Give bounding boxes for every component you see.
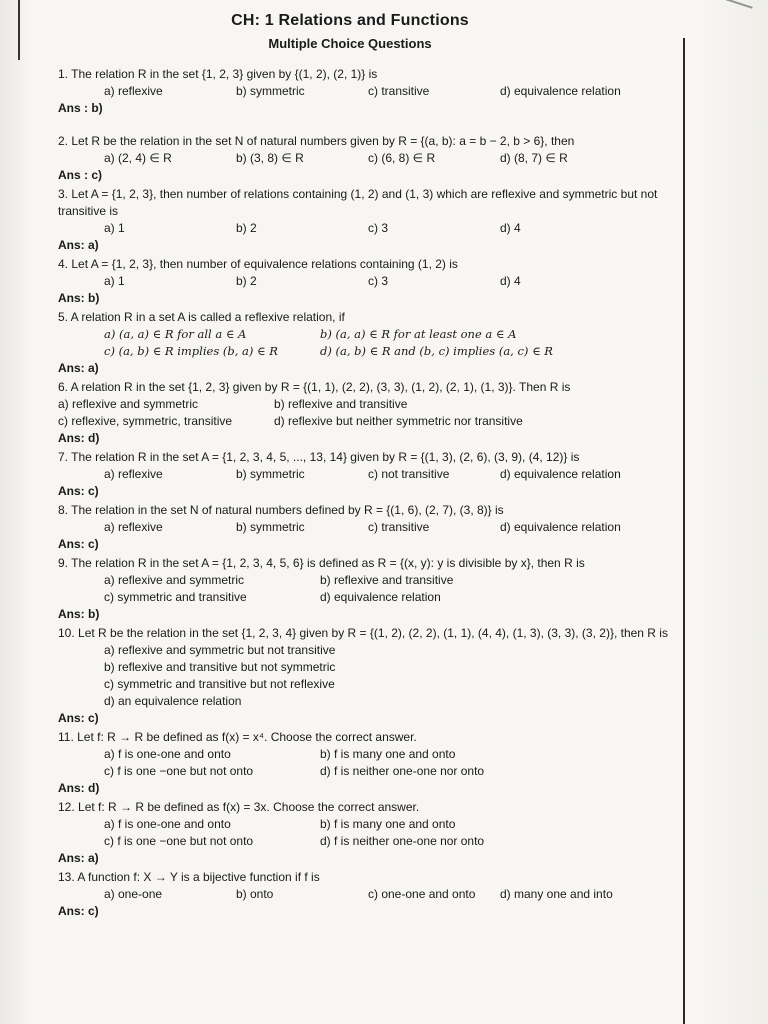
question-text: 6. A relation R in the set {1, 2, 3} given by R = {(1, 1), (2, 2), (3, 3), (1, 2), (2, 1), (1, 3)}. Then R is xyxy=(58,380,571,394)
question-6 xyxy=(58,379,668,447)
question-text: 4. Let A = {1, 2, 3}, then number of equivalence relations containing (1, 2) is xyxy=(58,257,458,271)
option-d: d) f is neither one-one nor onto xyxy=(320,764,485,778)
question-2 xyxy=(58,133,668,184)
question-11 xyxy=(58,729,668,797)
option-list xyxy=(58,396,668,430)
answer: Ans: c) xyxy=(58,711,99,725)
option-d: d) f is neither one-one nor onto xyxy=(320,834,485,848)
page-subtitle: Multiple Choice Questions xyxy=(268,36,432,51)
answer: Ans: a) xyxy=(58,851,99,865)
question-text: 10. Let R be the relation in the set {1, 2, 3, 4} given by R = {(1, 2), (2, 2), (1, 1), (4, 4), (1, 3), (3, 3), (3, 2)}, then R is xyxy=(58,626,668,640)
option-a: a) reflexive and symmetric xyxy=(58,397,199,411)
option-d: d) an equivalence relation xyxy=(104,694,242,708)
page-header xyxy=(0,12,700,51)
answer: Ans : b) xyxy=(58,101,103,115)
question-text: 11. Let f: R → R be defined as f(x) = x⁴. Choose the correct answer. xyxy=(58,730,417,744)
corner-scan-mark xyxy=(719,0,752,28)
question-text: 2. Let R be the relation in the set N of natural numbers given by R = {(a, b): a = b − 2, b > 6}, then xyxy=(58,134,575,148)
option-d: d) (a, b) ∈ R and (b, c) implies (a, c) ∈ R xyxy=(320,344,553,358)
option-a: a) f is one-one and onto xyxy=(104,817,231,831)
question-text: 8. The relation in the set N of natural numbers defined by R = {(1, 6), (2, 7), (3, 8)} is xyxy=(58,503,504,517)
option-c: c) symmetric and transitive but not reflexive xyxy=(104,677,335,691)
option-c: c) (6, 8) ∈ R xyxy=(368,151,436,165)
option-c: c) f is one −one but not onto xyxy=(104,834,254,848)
option-c: c) transitive xyxy=(368,520,430,534)
option-list xyxy=(58,519,668,536)
question-text: 13. A function f: X → Y is a bijective function if f is xyxy=(58,870,320,884)
option-list xyxy=(58,746,668,780)
question-5 xyxy=(58,309,668,377)
question-text: 5. A relation R in a set A is called a reflexive relation, if xyxy=(58,310,345,324)
question-13 xyxy=(58,869,668,920)
option-list xyxy=(58,150,668,167)
question-text: 9. The relation R in the set A = {1, 2, 3, 4, 5, 6} is defined as R = {(x, y): y is divisible by x}, then R is xyxy=(58,556,585,570)
option-list xyxy=(58,466,668,483)
option-b: b) 2 xyxy=(236,274,257,288)
option-c: c) reflexive, symmetric, transitive xyxy=(58,414,233,428)
option-b: b) (3, 8) ∈ R xyxy=(236,151,304,165)
option-b: b) reflexive and transitive xyxy=(320,573,454,587)
right-margin-rule xyxy=(683,38,685,1024)
option-c: c) 3 xyxy=(368,221,389,235)
option-c: c) symmetric and transitive xyxy=(104,590,247,604)
question-3 xyxy=(58,186,668,254)
option-c: c) 3 xyxy=(368,274,389,288)
option-b: b) reflexive and transitive xyxy=(274,397,408,411)
page-title: CH: 1 Relations and Functions xyxy=(231,12,469,29)
option-d: d) many one and into xyxy=(500,887,613,901)
answer: Ans: c) xyxy=(58,537,99,551)
option-a: a) (a, a) ∈ R for all a ∈ A xyxy=(104,327,247,341)
option-c: c) f is one −one but not onto xyxy=(104,764,254,778)
option-c: c) not transitive xyxy=(368,467,450,481)
answer: Ans: c) xyxy=(58,904,99,918)
answer: Ans: d) xyxy=(58,781,100,795)
option-b: b) symmetric xyxy=(236,467,305,481)
option-a: a) reflexive xyxy=(104,467,163,481)
option-b: b) 2 xyxy=(236,221,257,235)
option-a: a) 1 xyxy=(104,274,125,288)
answer: Ans: d) xyxy=(58,431,100,445)
question-8 xyxy=(58,502,668,553)
option-d: d) 4 xyxy=(500,274,521,288)
question-9 xyxy=(58,555,668,623)
option-list xyxy=(58,886,668,903)
option-b: b) f is many one and onto xyxy=(320,747,456,761)
question-list xyxy=(58,66,668,920)
question-7 xyxy=(58,449,668,500)
question-1 xyxy=(58,66,668,117)
answer: Ans : c) xyxy=(58,168,103,182)
answer: Ans: a) xyxy=(58,361,99,375)
option-a: a) (2, 4) ∈ R xyxy=(104,151,172,165)
option-b: b) symmetric xyxy=(236,520,305,534)
answer: Ans: b) xyxy=(58,607,100,621)
question-text: 7. The relation R in the set A = {1, 2, 3, 4, 5, ..., 13, 14} given by R = {(1, 3), (2, 6), (3, 9), (4, 12)} is xyxy=(58,450,580,464)
option-list xyxy=(58,572,668,606)
answer: Ans: b) xyxy=(58,291,100,305)
option-b: b) reflexive and transitive but not symmetric xyxy=(104,660,336,674)
answer: Ans: c) xyxy=(58,484,99,498)
option-a: a) reflexive xyxy=(104,520,163,534)
option-list xyxy=(58,273,668,290)
option-d: d) reflexive but neither symmetric nor transitive xyxy=(274,414,523,428)
option-a: a) one-one xyxy=(104,887,163,901)
option-a: a) f is one-one and onto xyxy=(104,747,231,761)
option-c: c) one-one and onto xyxy=(368,887,476,901)
question-text: 12. Let f: R → R be defined as f(x) = 3x. Choose the correct answer. xyxy=(58,800,420,814)
option-b: b) symmetric xyxy=(236,84,305,98)
option-c: c) (a, b) ∈ R implies (b, a) ∈ R xyxy=(104,344,278,358)
option-d: d) 4 xyxy=(500,221,521,235)
option-list xyxy=(58,220,668,237)
option-list xyxy=(58,642,668,710)
option-a: a) reflexive and symmetric but not transitive xyxy=(104,643,336,657)
option-list xyxy=(58,326,668,360)
question-text: 1. The relation R in the set {1, 2, 3} given by {(1, 2), (2, 1)} is xyxy=(58,67,378,81)
option-list xyxy=(58,83,668,100)
question-12 xyxy=(58,799,668,867)
option-b: b) onto xyxy=(236,887,274,901)
option-a: a) 1 xyxy=(104,221,125,235)
question-10 xyxy=(58,625,668,727)
option-d: d) equivalence relation xyxy=(500,520,621,534)
option-a: a) reflexive and symmetric xyxy=(104,573,245,587)
option-b: b) (a, a) ∈ R for at least one a ∈ A xyxy=(320,327,517,341)
option-list xyxy=(58,816,668,850)
option-c: c) transitive xyxy=(368,84,430,98)
option-d: d) equivalence relation xyxy=(320,590,441,604)
question-text: 3. Let A = {1, 2, 3}, then number of relations containing (1, 2) and (1, 3) which are reflexive and symmetric but not transitive is xyxy=(58,187,658,218)
option-d: d) equivalence relation xyxy=(500,467,621,481)
option-d: d) (8, 7) ∈ R xyxy=(500,151,568,165)
answer: Ans: a) xyxy=(58,238,99,252)
question-4 xyxy=(58,256,668,307)
option-a: a) reflexive xyxy=(104,84,163,98)
option-b: b) f is many one and onto xyxy=(320,817,456,831)
option-d: d) equivalence relation xyxy=(500,84,621,98)
